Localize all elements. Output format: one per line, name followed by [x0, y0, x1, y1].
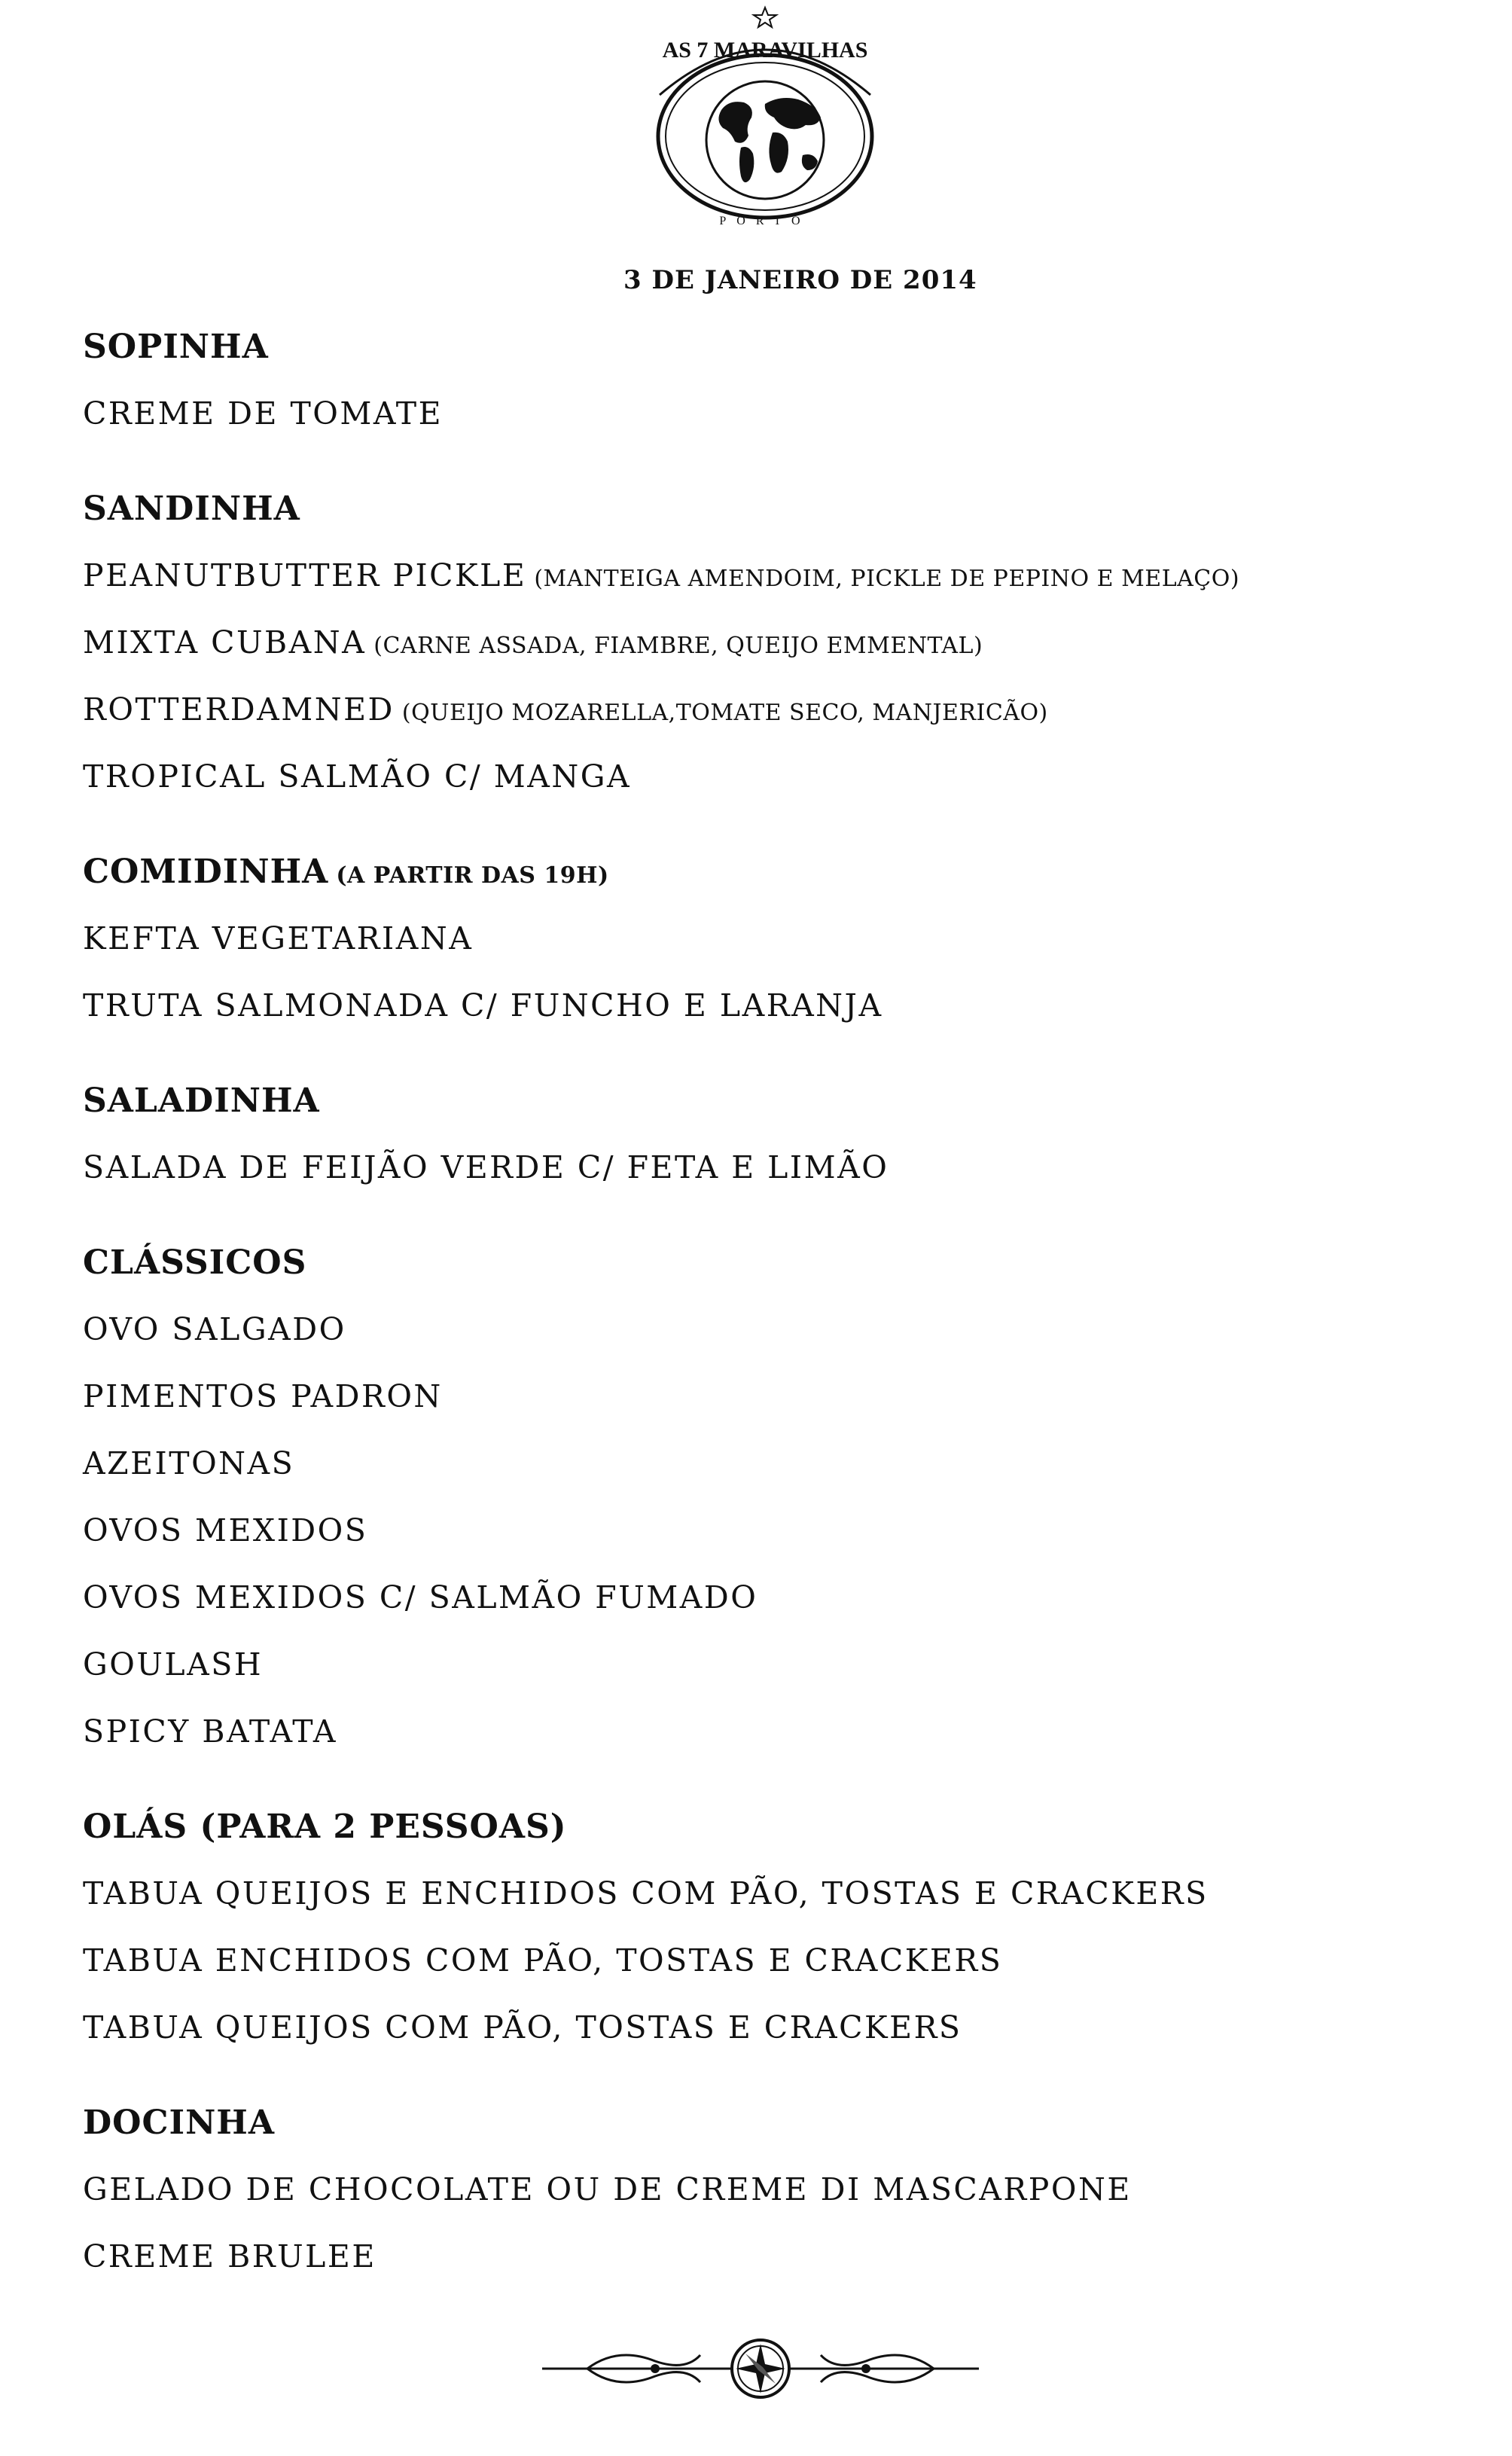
- logo-city: PORTO: [719, 215, 811, 227]
- menu-item-name: GOULASH: [83, 1646, 264, 1683]
- menu-item: [83, 619, 1438, 686]
- world-map-icon: [652, 5, 878, 238]
- menu-item: [83, 2004, 1438, 2071]
- menu-item-name: OVOS MEXIDOS: [83, 1512, 368, 1548]
- menu-item-name: OVOS MEXIDOS C/ SALMÃO FUMADO: [83, 1579, 758, 1615]
- menu-item-name: AZEITONAS: [83, 1445, 295, 1481]
- menu-section: [83, 1804, 1438, 2071]
- section-title-text: DOCINHA: [83, 2104, 276, 2142]
- section-title-text: CLÁSSICOS: [83, 1243, 307, 1282]
- menu-item-name: CREME BRULEE: [83, 2238, 376, 2274]
- menu-item-description: (CARNE ASSADA, FIAMBRE, QUEIJO EMMENTAL): [373, 633, 983, 659]
- menu-item-name: SPICY BATATA: [83, 1713, 338, 1750]
- menu-item-name: ROTTERDAMNED: [83, 691, 395, 728]
- menu-section: [83, 1078, 1438, 1211]
- menu-section: [83, 2100, 1438, 2300]
- section-note: (A PARTIR DAS 19H): [336, 862, 609, 889]
- menu-item-name: MIXTA CUBANA: [83, 624, 367, 661]
- menu-list: [83, 324, 1438, 2300]
- section-title-text: SALADINHA: [83, 1082, 320, 1120]
- menu-item-name: TABUA ENCHIDOS COM PÃO, TOSTAS E CRACKERS: [83, 1942, 1003, 1979]
- menu-date: 3 DE JANEIRO DE 2014: [623, 265, 977, 295]
- menu-item-name: CREME DE TOMATE: [83, 395, 444, 432]
- menu-section: [83, 1240, 1438, 1775]
- menu-item: [83, 2166, 1438, 2233]
- section-title: [83, 1078, 1438, 1124]
- menu-item-name: TABUA QUEIJOS E ENCHIDOS COM PÃO, TOSTAS E CRACKERS: [83, 1875, 1209, 1911]
- menu-item: [83, 1708, 1438, 1775]
- menu-item: [83, 982, 1438, 1049]
- section-title-text: COMIDINHA: [83, 853, 329, 891]
- section-title: [83, 2100, 1438, 2146]
- menu-section: [83, 324, 1438, 457]
- logo-title: AS 7 MARAVILHAS: [662, 38, 868, 63]
- menu-item-name: OVO SALGADO: [83, 1311, 346, 1347]
- section-title-text: SOPINHA: [83, 328, 269, 366]
- section-title-text: OLÁS (PARA 2 PESSOAS): [83, 1808, 567, 1846]
- menu-section: [83, 486, 1438, 820]
- menu-item-name: PIMENTOS PADRON: [83, 1378, 443, 1414]
- section-title: [83, 486, 1438, 532]
- menu-item-description: (QUEIJO MOZARELLA,TOMATE SECO, MANJERICÃO): [401, 700, 1048, 726]
- menu-item: [83, 1144, 1438, 1211]
- menu-item-description: (MANTEIGA AMENDOIM, PICKLE DE PEPINO E MELAÇO): [534, 566, 1240, 592]
- menu-item-name: TRUTA SALMONADA C/ FUNCHO E LARANJA: [83, 987, 883, 1024]
- menu-item: [83, 1574, 1438, 1641]
- section-title: [83, 1240, 1438, 1286]
- menu-item: [83, 2233, 1438, 2300]
- menu-item-name: SALADA DE FEIJÃO VERDE C/ FETA E LIMÃO: [83, 1149, 889, 1185]
- section-title: [83, 324, 1438, 371]
- menu-item: [83, 1937, 1438, 2004]
- restaurant-logo: [652, 5, 878, 238]
- section-title: [83, 1804, 1438, 1850]
- menu-item: [83, 1507, 1438, 1574]
- menu-item-name: GELADO DE CHOCOLATE OU DE CREME DI MASCARPONE: [83, 2171, 1132, 2207]
- section-title: [83, 849, 1438, 895]
- section-title-text: SANDINHA: [83, 490, 300, 528]
- menu-item: [83, 1306, 1438, 1373]
- menu-item-name: TROPICAL SALMÃO C/ MANGA: [83, 758, 632, 795]
- menu-item: [83, 1440, 1438, 1507]
- compass-rose-ornament-icon: [542, 2335, 979, 2403]
- menu-item-name: PEANUTBUTTER PICKLE: [83, 557, 527, 593]
- menu-item: [83, 753, 1438, 820]
- menu-section: [83, 849, 1438, 1049]
- menu-item: [83, 1870, 1438, 1937]
- menu-item: [83, 552, 1438, 619]
- menu-item-name: KEFTA VEGETARIANA: [83, 920, 474, 956]
- menu-item: [83, 1373, 1438, 1440]
- menu-item: [83, 915, 1438, 982]
- menu-item-name: TABUA QUEIJOS COM PÃO, TOSTAS E CRACKERS: [83, 2009, 962, 2046]
- menu-item: [83, 1641, 1438, 1708]
- footer-ornament: [542, 2335, 979, 2403]
- menu-item: [83, 686, 1438, 753]
- menu-item: [83, 390, 1438, 457]
